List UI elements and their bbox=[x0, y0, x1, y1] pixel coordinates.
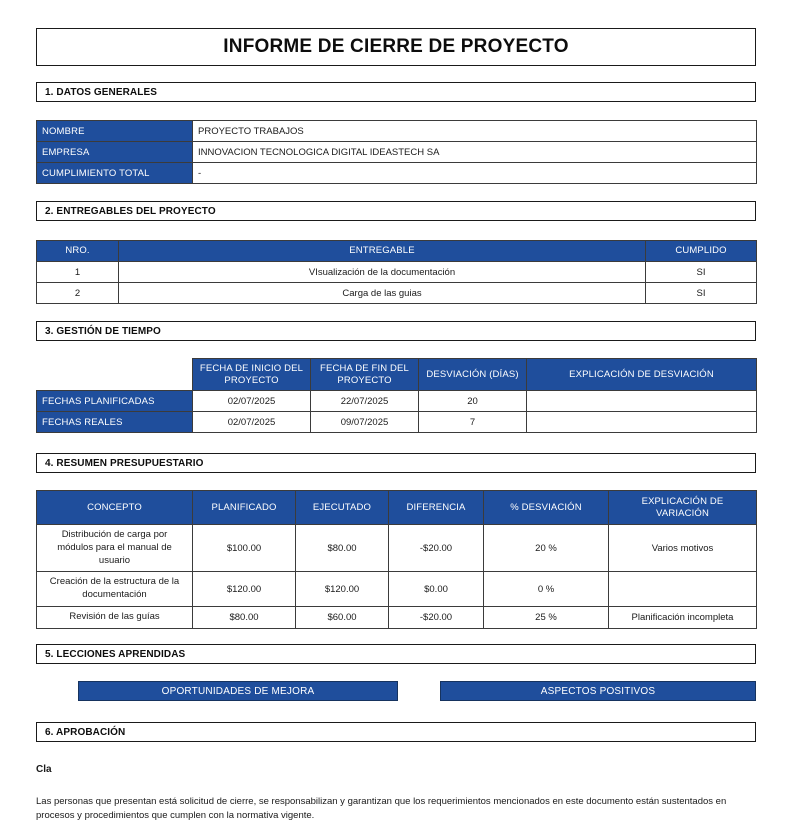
cell-entregable[interactable]: Carga de las guias bbox=[119, 283, 646, 304]
cell-fecha-fin[interactable]: 22/07/2025 bbox=[311, 391, 419, 412]
table-header-row bbox=[37, 241, 757, 262]
table-row bbox=[37, 572, 757, 607]
column-header-ejecutado: EJECUTADO bbox=[296, 491, 389, 525]
table-datos-generales bbox=[36, 120, 757, 184]
cell-nro: 1 bbox=[37, 262, 119, 283]
button-label: OPORTUNIDADES DE MEJORA bbox=[161, 685, 315, 697]
cell-planificado[interactable]: $120.00 bbox=[193, 572, 296, 607]
cell-explicacion-variacion[interactable]: Planificación incompleta bbox=[609, 607, 757, 629]
cell-cumplido[interactable]: SI bbox=[646, 262, 757, 283]
corner-spacer bbox=[37, 359, 193, 391]
column-header-explicacion-variacion: EXPLICACIÓN DE VARIACIÓN bbox=[609, 491, 757, 525]
cell-fecha-inicio[interactable]: 02/07/2025 bbox=[193, 391, 311, 412]
table-entregables bbox=[36, 240, 757, 304]
table-row bbox=[37, 607, 757, 629]
section-label: 1. DATOS GENERALES bbox=[45, 86, 158, 98]
section-header-gestion-tiempo bbox=[36, 321, 756, 341]
table-header-row bbox=[37, 491, 757, 525]
approval-legal-text: Las personas que presentan está solicitud de cierre, se responsabilizan y garantizan que los requerimientos mencionados en este documento están sustentados en procesos y procedimientos que cumplen con la normativa vigente. bbox=[36, 796, 727, 822]
cell-entregable[interactable]: VIsualización de la documentación bbox=[119, 262, 646, 283]
cell-desviacion[interactable]: 20 bbox=[419, 391, 527, 412]
column-header-cumplido: CUMPLIDO bbox=[646, 241, 757, 262]
cell-explicacion[interactable] bbox=[527, 391, 757, 412]
section-header-lecciones-aprendidas bbox=[36, 644, 756, 664]
column-header-entregable: ENTREGABLE bbox=[119, 241, 646, 262]
cell-fecha-fin[interactable]: 09/07/2025 bbox=[311, 412, 419, 433]
cell-diferencia: -$20.00 bbox=[389, 607, 484, 629]
table-row bbox=[37, 163, 757, 184]
cell-cumplido[interactable]: SI bbox=[646, 283, 757, 304]
cell-porcentaje-desviacion: 25 % bbox=[484, 607, 609, 629]
section-label: 4. RESUMEN PRESUPUESTARIO bbox=[45, 457, 204, 469]
row-label-empresa: EMPRESA bbox=[37, 142, 193, 163]
cell-ejecutado[interactable]: $60.00 bbox=[296, 607, 389, 629]
table-row bbox=[37, 121, 757, 142]
table-row bbox=[37, 525, 757, 572]
row-value-empresa[interactable]: INNOVACION TECNOLOGICA DIGITAL IDEASTECH SA bbox=[193, 142, 757, 163]
row-label-nombre: NOMBRE bbox=[37, 121, 193, 142]
section-label: 6. APROBACIÓN bbox=[45, 726, 126, 738]
table-header-row bbox=[37, 359, 757, 391]
table-row bbox=[37, 412, 757, 433]
section-header-resumen-presupuestario bbox=[36, 453, 756, 473]
section-label: 5. LECCIONES APRENDIDAS bbox=[45, 648, 186, 660]
section-label: 2. ENTREGABLES DEL PROYECTO bbox=[45, 205, 216, 217]
cell-planificado[interactable]: $100.00 bbox=[193, 525, 296, 572]
row-label-fechas-reales: FECHAS REALES bbox=[37, 412, 193, 433]
button-label: ASPECTOS POSITIVOS bbox=[540, 685, 656, 697]
row-value-cumplimiento-total[interactable]: - bbox=[193, 163, 757, 184]
cell-diferencia: $0.00 bbox=[389, 572, 484, 607]
table-row bbox=[37, 391, 757, 412]
page-title: INFORME DE CIERRE DE PROYECTO bbox=[223, 36, 569, 57]
cell-nro: 2 bbox=[37, 283, 119, 304]
cell-concepto[interactable]: Creación de la estructura de la documentación bbox=[37, 572, 193, 607]
table-row bbox=[37, 262, 757, 283]
approval-signer-name[interactable]: Cla bbox=[36, 764, 52, 775]
row-label-fechas-planificadas: FECHAS PLANIFICADAS bbox=[37, 391, 193, 412]
cell-ejecutado[interactable]: $120.00 bbox=[296, 572, 389, 607]
column-header-concepto: CONCEPTO bbox=[37, 491, 193, 525]
column-header-nro: NRO. bbox=[37, 241, 119, 262]
section-header-aprobacion bbox=[36, 722, 756, 742]
cell-explicacion[interactable] bbox=[527, 412, 757, 433]
row-value-nombre[interactable]: PROYECTO TRABAJOS bbox=[193, 121, 757, 142]
aspectos-positivos-button[interactable] bbox=[440, 681, 756, 701]
column-header-planificado: PLANIFICADO bbox=[193, 491, 296, 525]
document-title-box bbox=[36, 28, 756, 66]
cell-concepto[interactable]: Distribución de carga por módulos para el manual de usuario bbox=[37, 525, 193, 572]
row-label-cumplimiento-total: CUMPLIMIENTO TOTAL bbox=[37, 163, 193, 184]
column-header-fecha-fin: FECHA DE FIN DEL PROYECTO bbox=[311, 359, 419, 391]
column-header-explicacion-desviacion: EXPLICACIÓN DE DESVIACIÓN bbox=[527, 359, 757, 391]
cell-diferencia: -$20.00 bbox=[389, 525, 484, 572]
section-header-entregables bbox=[36, 201, 756, 221]
table-row bbox=[37, 142, 757, 163]
cell-desviacion[interactable]: 7 bbox=[419, 412, 527, 433]
column-header-desviacion-dias: DESVIACIÓN (DÍAS) bbox=[419, 359, 527, 391]
column-header-fecha-inicio: FECHA DE INICIO DEL PROYECTO bbox=[193, 359, 311, 391]
cell-porcentaje-desviacion: 20 % bbox=[484, 525, 609, 572]
cell-fecha-inicio[interactable]: 02/07/2025 bbox=[193, 412, 311, 433]
cell-planificado[interactable]: $80.00 bbox=[193, 607, 296, 629]
table-resumen-presupuestario bbox=[36, 490, 757, 629]
cell-concepto[interactable]: Revisión de las guías bbox=[37, 607, 193, 629]
cell-ejecutado[interactable]: $80.00 bbox=[296, 525, 389, 572]
section-header-datos-generales bbox=[36, 82, 756, 102]
column-header-porcentaje-desviacion: % DESVIACIÓN bbox=[484, 491, 609, 525]
column-header-diferencia: DIFERENCIA bbox=[389, 491, 484, 525]
table-row bbox=[37, 283, 757, 304]
table-gestion-tiempo bbox=[36, 358, 757, 433]
oportunidades-de-mejora-button[interactable] bbox=[78, 681, 398, 701]
cell-explicacion-variacion[interactable] bbox=[609, 572, 757, 607]
cell-explicacion-variacion[interactable]: Varios motivos bbox=[609, 525, 757, 572]
section-label: 3. GESTIÓN DE TIEMPO bbox=[45, 325, 161, 337]
cell-porcentaje-desviacion: 0 % bbox=[484, 572, 609, 607]
